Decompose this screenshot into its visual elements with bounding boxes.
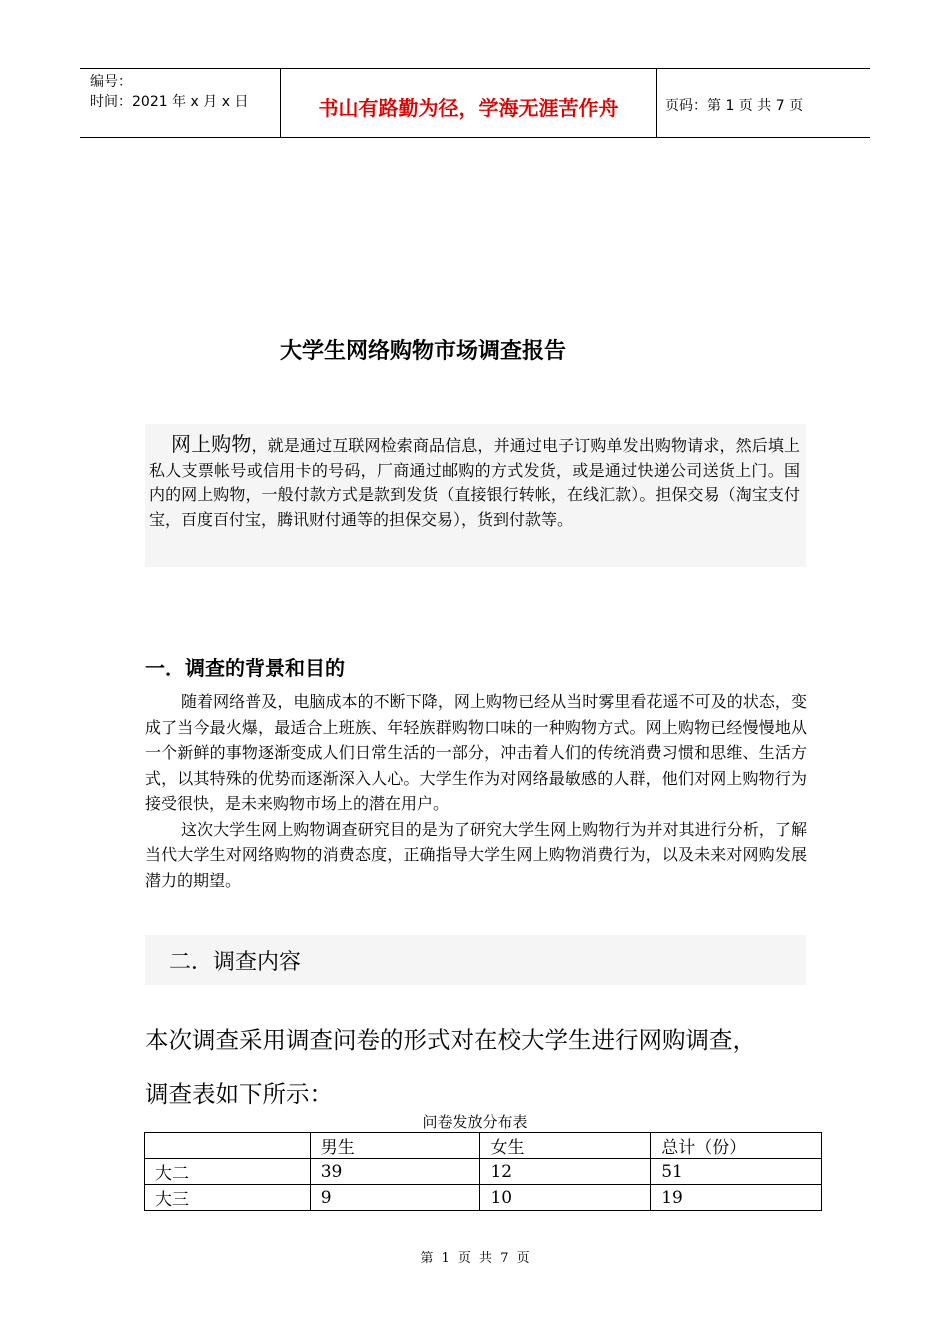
section1-paragraph-2: 这次大学生网上购物调查研究目的是为了研究大学生网上购物行为并对其进行分析，了解当代大学生对网络购物的消费态度，正确指导大学生网上购物消费行为，以及未来对网购发展潜力的期望。 (145, 819, 807, 890)
table-header-cell: 男生 (310, 1133, 480, 1159)
table-cell: 19 (651, 1185, 822, 1211)
section2-body (145, 1013, 825, 1121)
table-cell: 51 (651, 1159, 822, 1185)
document-title: 大学生网络购物市场调查报告 (279, 339, 566, 364)
motto: 书山有路勤为径，学海无涯苦作舟 (318, 95, 619, 120)
page-header (80, 68, 870, 138)
intro-block (145, 424, 806, 567)
table-header-row (145, 1133, 822, 1159)
table-cell: 9 (310, 1185, 480, 1211)
section2-heading: 二．调查内容 (145, 935, 806, 985)
table-cell: 大三 (145, 1185, 311, 1211)
section2-line-1: 本次调查采用调查问卷的形式对在校大学生进行网购调查， (145, 1026, 756, 1054)
table-cell: 大二 (145, 1159, 311, 1185)
table-row (145, 1185, 822, 1211)
section1-heading: 一．调查的背景和目的 (145, 656, 345, 680)
table-header-cell: 总计（份） (651, 1133, 822, 1159)
header-page-info: 页码：第 1 页 共 7 页 (665, 98, 804, 114)
header-meta (80, 69, 281, 137)
page-footer: 第 1 页 共 7 页 (420, 1251, 530, 1266)
table-caption: 问卷发放分布表 (422, 1113, 528, 1131)
table-header-cell (145, 1133, 311, 1159)
table-row (145, 1159, 822, 1185)
table-header-cell: 女生 (480, 1133, 651, 1159)
intro-text: ，就是通过互联网检索商品信息，并通过电子订购单发出购物请求，然后填上私人支票帐号或信用卡的号码，厂商通过邮购的方式发货，或是通过快递公司送货上门。国内的网上购物，一般付款方式是款到发货（直接银行转帐，在线汇款）。担保交易（淘宝支付宝，百度百付宝，腾讯财付通等的担保交易），货到付款等。 (149, 436, 800, 529)
intro-lead: 网上购物 (171, 432, 252, 456)
distribution-table (144, 1132, 822, 1211)
number-label: 编号： (90, 74, 132, 90)
table-cell: 10 (480, 1185, 651, 1211)
table-cell: 12 (480, 1159, 651, 1185)
section1-paragraph-1: 随着网络普及，电脑成本的不断下降，网上购物已经从当时雾里看花遥不可及的状态，变成了当今最火爆，最适合上班族、年轻族群购物口味的一种购物方式。网上购物已经慢慢地从一个新鲜的事物逐渐变成人们日常生活的一部分，冲击着人们的传统消费习惯和思维、生活方式，以其特殊的优势而逐渐深入人心。大学生作为对网络最敏感的人群，他们对网上购物行为接受很快，是未来购物市场上的潜在用户。 (145, 692, 807, 813)
table-cell: 39 (310, 1159, 480, 1185)
header-motto-cell (281, 69, 657, 137)
section1-body (145, 689, 807, 893)
section2-line-2: 调查表如下所示： (145, 1080, 333, 1108)
time-label: 时间：2021 年 x 月 x 日 (90, 94, 249, 110)
